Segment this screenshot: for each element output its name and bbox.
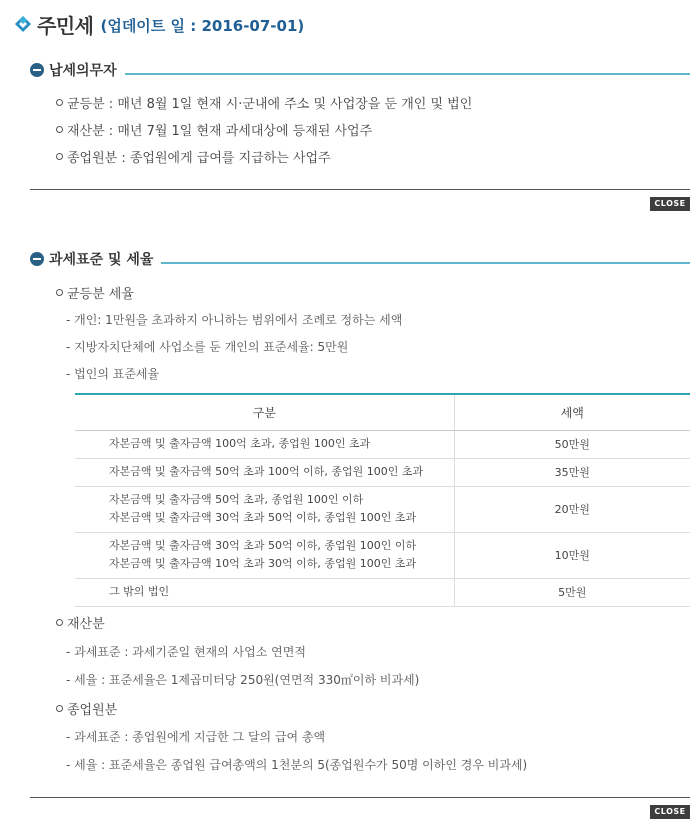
table-cell-tax: 20만원 [454,486,690,532]
table-cell-tax: 35만원 [454,458,690,486]
section-tax-rate-header[interactable] [30,249,690,269]
collapse-minus-icon[interactable] [30,63,44,77]
section-taxpayer-header[interactable] [30,60,690,80]
update-date: (업데이트 일 : 2016-07-01) [100,16,305,35]
detail-line: - 법인의 표준세율 [66,367,160,381]
table-row [75,486,690,532]
page-header [14,9,304,39]
table-cell-desc: 자본금액 및 출자금액 30억 초과 50억 이하, 종업원 100인 이하 자본금액 및 출자금액 10억 초과 30억 이하, 종업원 100인 초과 [75,532,454,578]
section-separator [30,797,690,798]
close-button[interactable]: CLOSE [650,805,690,819]
table-header-row [75,394,690,430]
bullet-circle-icon [56,126,63,133]
section-title: 납세의무자 [49,63,117,79]
close-button[interactable]: CLOSE [650,197,690,211]
collapse-minus-icon[interactable] [30,252,44,266]
subsection-title: 균등분 세율 [56,283,134,302]
section-title: 과세표준 및 세율 [49,252,154,268]
bullet-circle-icon [56,153,63,160]
table-row [75,578,690,606]
subsection-title: 종업원분 [56,699,117,718]
detail-line: - 세율 : 표준세율은 종업원 급여총액의 1천분의 5(종업원수가 50명 이하인 경우 비과세) [66,758,528,772]
table-cell-tax: 5만원 [454,578,690,606]
table-cell-desc: 자본금액 및 출자금액 100억 초과, 종업원 100인 초과 [75,430,454,458]
table-row [75,458,690,486]
page-title: 주민세 [37,13,94,38]
table-cell-tax: 10만원 [454,532,690,578]
detail-line: - 지방자치단체에 사업소를 둔 개인의 표준세율: 5만원 [66,340,349,354]
section-divider [125,73,690,75]
bullet-circle-icon [56,99,63,106]
table-cell-desc: 자본금액 및 출자금액 50억 초과, 종업원 100인 이하 자본금액 및 출자금액 30억 초과 50억 이하, 종업원 100인 초과 [75,486,454,532]
section-divider [161,262,690,264]
detail-line: - 세율 : 표준세율은 1제곱미터당 250원(연면적 330㎡이하 비과세) [66,673,420,687]
table-row [75,430,690,458]
table-cell-desc: 그 밖의 법인 [75,578,454,606]
detail-line: - 과세표준 : 종업원에게 지급한 그 달의 급여 총액 [66,730,326,744]
list-item: 균등분 : 매년 8월 1일 현재 시·군내에 주소 및 사업장을 둔 개인 및 법인 [56,93,472,112]
bullet-circle-icon [56,289,63,296]
column-header: 세액 [454,394,690,430]
bullet-circle-icon [56,619,63,626]
section-separator [30,189,690,190]
bullet-circle-icon [56,705,63,712]
diamond-logo-icon [14,15,32,33]
column-header: 구분 [75,394,454,430]
subsection-title: 재산분 [56,613,105,632]
list-item: 종업원분 : 종업원에게 급여를 지급하는 사업주 [56,147,331,166]
detail-line: - 개인: 1만원을 초과하지 아니하는 범위에서 조례로 정하는 세액 [66,313,403,327]
list-item: 재산분 : 매년 7월 1일 현재 과세대상에 등재된 사업주 [56,120,372,139]
detail-line: - 과세표준 : 과세기준일 현재의 사업소 연면적 [66,645,306,659]
table-row [75,532,690,578]
corporate-tax-table [75,393,690,607]
table-cell-tax: 50만원 [454,430,690,458]
table-cell-desc: 자본금액 및 출자금액 50억 초과 100억 이하, 종업원 100인 초과 [75,458,454,486]
